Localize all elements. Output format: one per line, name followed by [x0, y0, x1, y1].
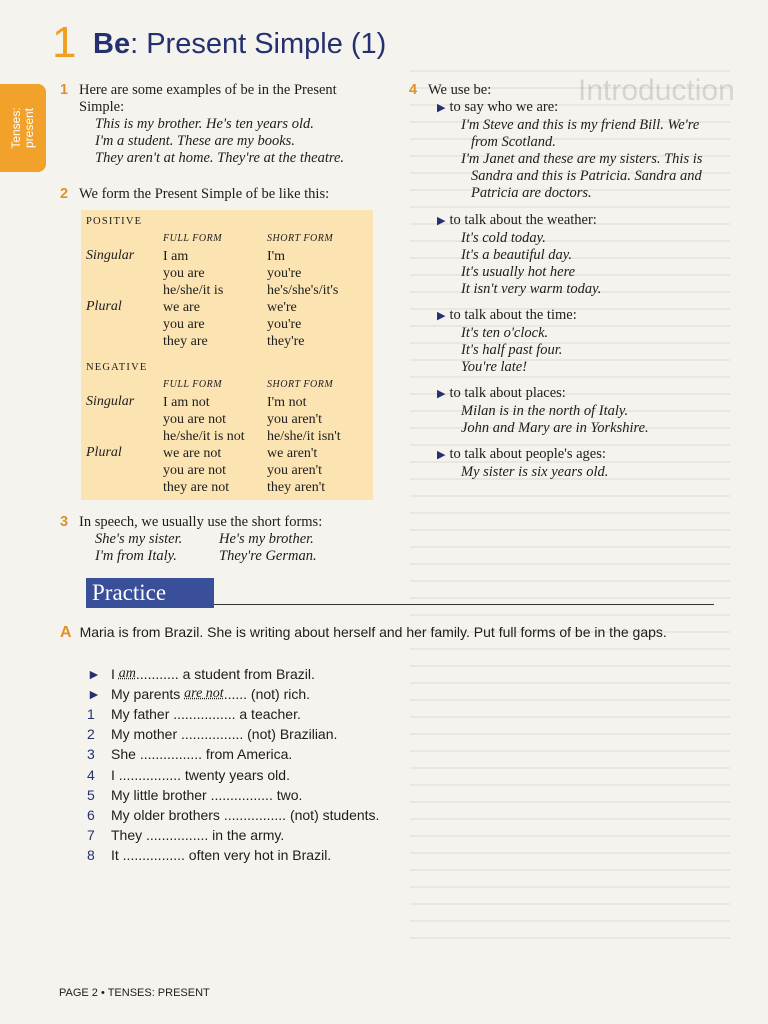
- item-text: (not) Brazilian.: [243, 726, 338, 743]
- item-text: My older brothers: [111, 806, 224, 823]
- short-form-cell: you aren't: [267, 463, 323, 478]
- short-form-header: SHORT FORM: [267, 379, 334, 390]
- item-number: 3: [87, 746, 95, 763]
- section-4-uses: [437, 99, 737, 490]
- section-2-intro: We form the Present Simple of be like this:: [79, 186, 330, 202]
- item-text: in the army.: [208, 826, 285, 843]
- full-form-cell: you are not: [163, 463, 226, 478]
- plural-label: Plural: [86, 445, 122, 460]
- bullet-arrow-icon: ▶: [437, 102, 446, 114]
- item-text: I: [111, 766, 119, 783]
- exercise-item: [87, 744, 379, 764]
- item-text: I: [111, 666, 119, 683]
- singular-label: Singular: [86, 248, 135, 263]
- item-text: My little brother: [111, 786, 211, 803]
- short-form-cell: he/she/it isn't: [267, 429, 341, 444]
- item-number: 8: [87, 846, 95, 863]
- answer-gap[interactable]: ...........: [135, 666, 179, 683]
- answer-gap[interactable]: ................: [173, 706, 236, 723]
- use-item: [437, 446, 737, 481]
- item-text: from America.: [202, 746, 293, 763]
- full-form-cell: I am not: [163, 395, 210, 410]
- bullet-arrow-icon: ▶: [437, 310, 446, 322]
- full-form-cell: you are not: [163, 412, 226, 427]
- item-text: a student from Brazil.: [178, 666, 315, 683]
- use-label: ▶ to talk about places:: [437, 385, 566, 401]
- full-form-cell: I am: [163, 249, 189, 264]
- item-text: It: [111, 846, 123, 863]
- singular-label: Singular: [86, 394, 135, 409]
- item-text: She: [111, 746, 140, 763]
- example-marker-icon: ►: [87, 686, 101, 703]
- exercise-item: [87, 825, 379, 845]
- answer-gap[interactable]: ................: [118, 766, 182, 783]
- answer-gap[interactable]: ................: [122, 846, 185, 863]
- bullet-arrow-icon: ▶: [437, 449, 446, 461]
- sample-answer: are not: [184, 686, 224, 702]
- example-sentence: I'm from Italy.: [95, 548, 177, 564]
- show-through-heading: Introduction: [578, 74, 735, 107]
- item-text: often very hot in Brazil.: [184, 846, 332, 863]
- example-sentence: It's cold today.: [461, 230, 546, 246]
- short-form-cell: I'm: [267, 249, 286, 264]
- short-form-cell: we aren't: [267, 446, 318, 461]
- section-tab-label: Tenses: present: [9, 107, 36, 149]
- example-sentence: It's usually hot here: [461, 264, 576, 280]
- item-text: (not) students.: [286, 806, 380, 823]
- example-sentence: They aren't at home. They're at the theatre.: [95, 150, 345, 166]
- item-text: They: [111, 826, 147, 843]
- answer-gap[interactable]: ................: [210, 786, 273, 803]
- short-form-cell: you're: [267, 317, 302, 332]
- example-sentence: I'm Janet and these are my sisters. This is: [461, 151, 703, 167]
- short-form-cell: you're: [267, 266, 302, 281]
- short-form-cell: we're: [267, 300, 297, 315]
- answer-gap[interactable]: ................: [146, 826, 209, 843]
- short-form-header: SHORT FORM: [267, 233, 334, 244]
- exercise-item: [87, 785, 379, 805]
- example-sentence: I'm a student. These are my books.: [95, 133, 295, 149]
- section-tab: [0, 84, 46, 172]
- answer-gap[interactable]: ......: [223, 686, 248, 703]
- short-form-cell: you aren't: [267, 412, 323, 427]
- example-sentence: from Scotland.: [471, 134, 556, 150]
- section-1: [79, 82, 379, 167]
- answer-gap[interactable]: ................: [181, 726, 244, 743]
- bullet-arrow-icon: ▶: [437, 388, 446, 400]
- item-text: a teacher.: [235, 706, 301, 723]
- item-text: My mother: [111, 726, 182, 743]
- full-form-cell: you are: [163, 266, 205, 281]
- use-label: ▶ to talk about the time:: [437, 307, 577, 323]
- full-form-cell: they are not: [163, 480, 230, 495]
- example-sentence: She's my sister.: [95, 531, 183, 547]
- use-item: [437, 212, 737, 298]
- example-sentence: It's a beautiful day.: [461, 247, 573, 263]
- section-1-number: 1: [60, 82, 69, 98]
- practice-divider: [214, 604, 714, 605]
- example-marker-icon: ►: [87, 666, 101, 683]
- section-2-number: 2: [60, 186, 69, 202]
- short-form-cell: I'm not: [267, 395, 307, 410]
- section-3-examples-right: [219, 531, 317, 565]
- positive-full-forms: [163, 248, 223, 350]
- item-text: My father: [111, 706, 174, 723]
- example-sentence: John and Mary are in Yorkshire.: [461, 420, 649, 436]
- example-sentence: Patricia are doctors.: [471, 185, 592, 201]
- full-form-header: FULL FORM: [163, 379, 223, 390]
- unit-title: Be: Present Simple (1): [93, 28, 387, 60]
- use-item: [437, 307, 737, 376]
- section-1-examples: [79, 116, 379, 167]
- task-a-instructions: A Maria is from Brazil. She is writing about herself and her family. Put full forms of be in the gaps.: [60, 624, 667, 641]
- example-sentence: It's ten o'clock.: [461, 325, 549, 341]
- section-1-intro: Here are some examples of be in the Present Simple:: [79, 82, 337, 115]
- item-text: twenty years old.: [181, 766, 290, 783]
- example-sentence: I'm Steve and this is my friend Bill. We're: [461, 117, 700, 133]
- use-item: [437, 99, 737, 202]
- example-sentence: This is my brother. He's ten years old.: [95, 116, 314, 132]
- exercise-item: [87, 724, 379, 744]
- item-number: 2: [87, 726, 95, 743]
- use-label: ▶ to talk about the weather:: [437, 212, 597, 228]
- answer-gap[interactable]: ................: [139, 746, 203, 763]
- full-form-cell: they are: [163, 334, 208, 349]
- answer-gap[interactable]: ................: [223, 806, 287, 823]
- use-label: ▶ to say who we are:: [437, 99, 559, 115]
- example-sentence: Milan is in the north of Italy.: [461, 403, 629, 419]
- example-sentence: You're late!: [461, 359, 528, 375]
- exercise-list: [87, 664, 379, 865]
- page-footer: PAGE 2 • TENSES: PRESENT: [59, 987, 210, 999]
- example-sentence: Sandra and this is Patricia. Sandra and: [471, 168, 702, 184]
- exercise-item: [87, 684, 379, 704]
- be-forms-table: [81, 210, 373, 500]
- item-number: 4: [87, 766, 95, 783]
- full-form-cell: he/she/it is: [163, 283, 224, 298]
- exercise-item: [87, 664, 379, 684]
- section-3-intro: In speech, we usually use the short forms:: [79, 514, 323, 530]
- item-number: 6: [87, 806, 95, 823]
- full-form-header: FULL FORM: [163, 233, 223, 244]
- positive-caption: POSITIVE: [86, 216, 143, 227]
- section-3-number: 3: [60, 514, 69, 530]
- section-4-intro: We use be:: [428, 82, 492, 98]
- section-4-number: 4: [409, 82, 418, 98]
- sample-answer: am: [118, 666, 136, 682]
- negative-caption: NEGATIVE: [86, 362, 148, 373]
- full-form-cell: he/she/it is not: [163, 429, 245, 444]
- example-sentence: It isn't very warm today.: [461, 281, 602, 297]
- section-3-examples-left: [95, 531, 182, 565]
- plural-label: Plural: [86, 299, 122, 314]
- item-text: My parents: [111, 686, 185, 703]
- practice-heading: Practice: [86, 578, 214, 608]
- item-number: 7: [87, 826, 95, 843]
- item-number: 5: [87, 786, 95, 803]
- example-sentence: It's half past four.: [461, 342, 563, 358]
- use-label: ▶ to talk about people's ages:: [437, 446, 606, 462]
- exercise-item: [87, 764, 379, 784]
- short-form-cell: he's/she's/it's: [267, 283, 339, 298]
- item-text: two.: [272, 786, 303, 803]
- exercise-item: [87, 805, 379, 825]
- short-form-cell: they're: [267, 334, 305, 349]
- exercise-item: [87, 845, 379, 865]
- item-number: 1: [87, 706, 95, 723]
- short-form-cell: they aren't: [267, 480, 326, 495]
- use-item: [437, 385, 737, 437]
- exercise-item: [87, 704, 379, 724]
- full-form-cell: we are not: [163, 446, 222, 461]
- unit-number: 1: [52, 18, 77, 67]
- negative-short-forms: [267, 394, 341, 496]
- positive-short-forms: [267, 248, 338, 350]
- full-form-cell: we are: [163, 300, 200, 315]
- example-sentence: They're German.: [219, 548, 317, 564]
- negative-full-forms: [163, 394, 245, 496]
- example-sentence: My sister is six years old.: [461, 464, 609, 480]
- example-sentence: He's my brother.: [219, 531, 314, 547]
- full-form-cell: you are: [163, 317, 205, 332]
- bullet-arrow-icon: ▶: [437, 215, 446, 227]
- item-text: (not) rich.: [247, 686, 311, 703]
